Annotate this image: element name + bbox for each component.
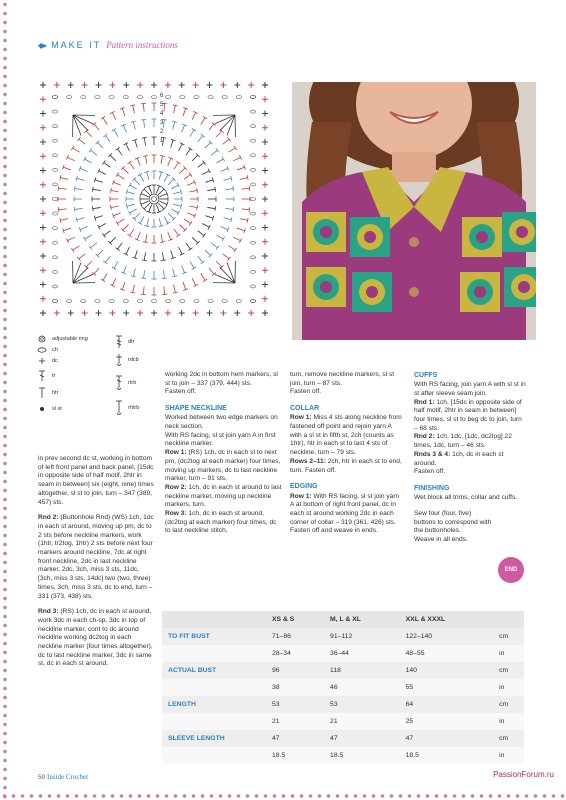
table-row: TO FIT BUST 71–86 91–112 122–140 cm bbox=[162, 628, 524, 645]
round-label: 2 bbox=[160, 129, 164, 135]
text-column-2: working 2dc in bottom hem markers, sl st to join – 337 (379, 444) sts. Fasten off. SHAPE NECKLINE Worked between two edge markers on neck section. With RS facing, sl st join yarn A in first neckline marker. Row 1: (RS) 1ch, dc in each st to next pm, (dc2tog at each marker) four times, moving up markers, dc to last neckline marker, turn – 91 sts. Row 2: 1ch, dc in each st around to last neckline marker, moving up neckline markers, turn. Row 3: 1ch, dc in each st around, (dc2tog at each marker) four times, dc to last neckline stitch, bbox=[165, 371, 282, 535]
page-number: 50 bbox=[38, 774, 46, 781]
round-label: 5 bbox=[160, 102, 164, 108]
watermark: PassionForum.ru bbox=[493, 770, 554, 779]
legend-item: dc bbox=[36, 357, 58, 365]
legend-item: rhtrb bbox=[114, 400, 139, 416]
heading-finishing: FINISHING bbox=[414, 484, 450, 492]
heading-edging: EDGING bbox=[290, 483, 318, 491]
stitch-legend bbox=[36, 335, 156, 425]
crochet-chart-diagram bbox=[33, 75, 275, 323]
legend-item: rdcb bbox=[114, 353, 139, 367]
legend-item: dtr bbox=[114, 335, 134, 349]
htr-icon bbox=[36, 387, 48, 399]
round-label: 1 bbox=[160, 138, 164, 144]
table-row: SLEEVE LENGTH 47 47 47 cm bbox=[162, 730, 524, 747]
section-title: MAKE IT bbox=[51, 40, 102, 50]
text-column-4: CUFFS With RS facing, join yarn A with sl st in st after sleeve seam join. Rnd 1: 1ch, [15dc in opposite side of half motif, 2htr in seam in between] four times, sl st to beg dc to join, turn – 68 sts. Rnd 2: 1ch, 1dc, [1dc, dc2tog] 22 times, 1dc, turn – 46 sts. Rnds 3 & 4: 1ch, dc in each st around. Fasten off. FINISHING Wet block all trims, collar and cuffs. Sew four (four, five) buttons to correspond with the buttonholes. Weave in all ends. bbox=[414, 372, 526, 544]
table-row: 18.5 18.5 18.5 in bbox=[162, 747, 524, 764]
round-label: 3 bbox=[160, 120, 164, 126]
magazine-name: Inside Crochet bbox=[47, 773, 89, 781]
model-photo bbox=[292, 82, 536, 340]
legend-item: ch bbox=[36, 346, 58, 354]
round-label: 4 bbox=[160, 111, 164, 117]
dtr-icon bbox=[114, 335, 124, 349]
table-row: LENGTH 53 53 64 cm bbox=[162, 696, 524, 713]
dotted-border-left bbox=[0, 0, 10, 800]
sl-st-icon bbox=[36, 405, 48, 413]
round-label: 6 bbox=[160, 93, 164, 99]
adjustable-ring-icon bbox=[36, 335, 48, 343]
heading-collar: COLLAR bbox=[290, 405, 320, 413]
size-table bbox=[162, 611, 524, 764]
legend-item: adjustable ring bbox=[36, 335, 88, 343]
tr-icon bbox=[36, 370, 48, 382]
legend-item: tr bbox=[36, 370, 55, 382]
table-row: 21 21 25 in bbox=[162, 713, 524, 730]
text-column-3: turn, remove neckline markers, sl st join, turn – 87 sts. Fasten off. COLLAR Row 1: Miss 4 sts along neckline from fastened off point and rejoin yarn A with a sl st in fifth st, 2ch (counts as 1htr), htr in each st to last 4 sts of neckline, turn – 79 sts. Rows 2–11: 2ch, htr in each st to end, turn. Fasten off. EDGING Row 1: With RS facing, sl st join yarn A at bottom of right front panel, dc in each st around working 2dc in each corner of collar – 319 (361, 426) sts. Fasten off and weave in ends. bbox=[290, 371, 404, 543]
section-subtitle: Pattern instructions bbox=[106, 40, 178, 50]
heading-cuffs: CUFFS bbox=[414, 372, 438, 379]
text-column-1: in prev second dc st, working in bottom of left front panel and back panel, [15dc in opposite side of half motif, 2htr in seam in between] six (eight, nine) times altogether, sl st to join, turn – 347 (389, 457) sts. Rnd 2: (Buttonhole Rnd) (WS) 1ch, 1dc in each st around, moving up pm, dc to 2 sts before neckline markers, work (1htr, tr2tog, 1htr) 2 sts before next four markers around neckline, 7dc at right front neckline, 2dc in last neckline marker, 2dc, 3ch, miss 3 sts, 11dc, [3ch, miss 3 sts, 14dc] two (two, three) times, 3ch, miss 3 sts, dc to end, turn – 331 (373, 438) sts. Rnd 3: (RS) 1ch, dc in each st around, work 3dc in each ch-sp, 3dc in top of neckline marker, cont to dc around neckline working dc2tog in each neckline marker (four times altogether), dc to last neckline marker, 3dc in same st, dc in each st around, bbox=[38, 455, 154, 668]
page-footer bbox=[38, 773, 88, 781]
legend-item: rtrb bbox=[114, 375, 136, 391]
size-table-header: XS & S M, L & XL XXL & XXXL bbox=[162, 611, 524, 628]
rtrb-icon bbox=[114, 375, 124, 391]
legend-item: sl st bbox=[36, 405, 62, 413]
heading-shape-neckline: SHAPE NECKLINE bbox=[165, 405, 227, 413]
table-row: ACTUAL BUST 96 118 140 cm bbox=[162, 662, 524, 679]
dc-icon bbox=[36, 357, 48, 365]
section-header bbox=[38, 40, 178, 50]
ch-icon bbox=[36, 346, 48, 354]
dotted-border-bottom bbox=[0, 792, 566, 800]
rdcb-icon bbox=[114, 353, 124, 367]
end-badge: END bbox=[498, 557, 524, 583]
table-row: 38 46 55 in bbox=[162, 679, 524, 696]
arrow-icon: ◆▸ bbox=[38, 40, 47, 50]
rhtrb-icon bbox=[114, 400, 124, 416]
table-row: 28–34 36–44 48–55 in bbox=[162, 645, 524, 662]
legend-item: htr bbox=[36, 387, 58, 399]
